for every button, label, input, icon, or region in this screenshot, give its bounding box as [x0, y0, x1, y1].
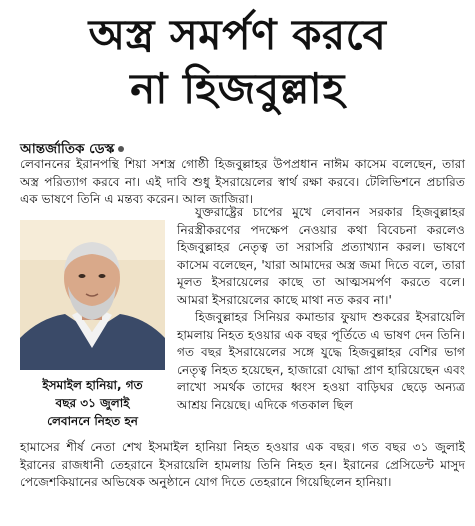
bottom-text: হামাসের শীর্ষ নেতা শেখ ইসমাইল হানিয়া নিহত হওয়ার এক বছর। গত বছর ৩১ জুলাই ইরানের রাজধানী তেহরানে ইসরায়েলি হামলায় তিনি নিহত হন। ইরানের প্রেসিডেন্ট মাসুদ পেজেশকিয়ানের অভিষেক অনুষ্ঠানে যোগ দিতে তেহরানে গিয়েছিলেন হানিয়া।: [20, 440, 465, 489]
portrait-illustration-icon: [20, 220, 165, 370]
dateline-text: আন্তর্জাতিক ডেস্ক: [20, 141, 115, 157]
bottom-paragraph: [20, 439, 465, 492]
caption-line-3: লেবাননে নিহত হন: [47, 414, 138, 428]
portrait-photo: [20, 220, 165, 370]
lead-text: লেবাননের ইরানপন্থি শিয়া সশস্ত্র গোষ্ঠী হিজবুল্লাহর উপপ্রধান নাঈম কাসেম বলেছেন, তারা অস্ত্র পরিত্যাগ করবে না। এই দাবি শুধু ইসরায়েলের স্বার্থ রক্ষা করবে। টেলিভিশনে প্রচারিত এক ভাষণে তিনি এ মন্তব্য করেন। আল জাজিরা।: [20, 157, 465, 206]
headline-line-1: অস্ত্র সমর্পণ করবে: [88, 10, 387, 59]
paragraph-1: যুক্তরাষ্ট্রের চাপের মুখে লেবানন সরকার হিজবুল্লাহর নিরস্ত্রীকরণের পদক্ষেপ নেওয়ার কথা বিবেচনা করলেও হিজবুল্লাহর নেতৃত্ব তা সরাসরি প্রত্যাখ্যান করল। ভাষণে কাসেম বলেছেন, 'যারা আমাদের অস্ত্র জমা দিতে বলে, তারা মূলত ইসরায়েলের কাছে তা আত্মসমর্পণ করতে বলে। আমরা ইসরায়েলের কাছে মাথা নত করব না।': [177, 205, 465, 307]
headline-line-2: না হিজবুল্লাহ: [130, 64, 345, 113]
right-column: [177, 204, 465, 414]
caption-line-1: ইসমাইল হানিয়া, গত: [42, 378, 143, 392]
headline: [0, 8, 475, 116]
lead-paragraph: [20, 156, 465, 209]
photo-caption: [20, 376, 165, 430]
bullet-dot-icon: [118, 146, 124, 152]
caption-line-2: বছর ৩১ জুলাই: [55, 396, 130, 410]
paragraph-2: হিজবুল্লাহর সিনিয়র কমান্ডার ফুয়াদ শুকরের ইসরায়েলি হামলায় নিহত হওয়ার এক বছর পূর্তিতে এ ভাষণ দেন তিনি। গত বছর ইসরায়েলের সঙ্গে যুদ্ধে হিজবুল্লাহর বেশির ভাগ নেতৃত্ব নিহত হয়েছেন, হাজারো যোদ্ধা প্রাণ হারিয়েছেন এবং লাখো সমর্থক তাদের ধ্বংস হওয়া বাড়িঘর ছেড়ে অন্যত্র আশ্রয় নিয়েছে। এদিকে গতকাল ছিল: [177, 310, 465, 412]
